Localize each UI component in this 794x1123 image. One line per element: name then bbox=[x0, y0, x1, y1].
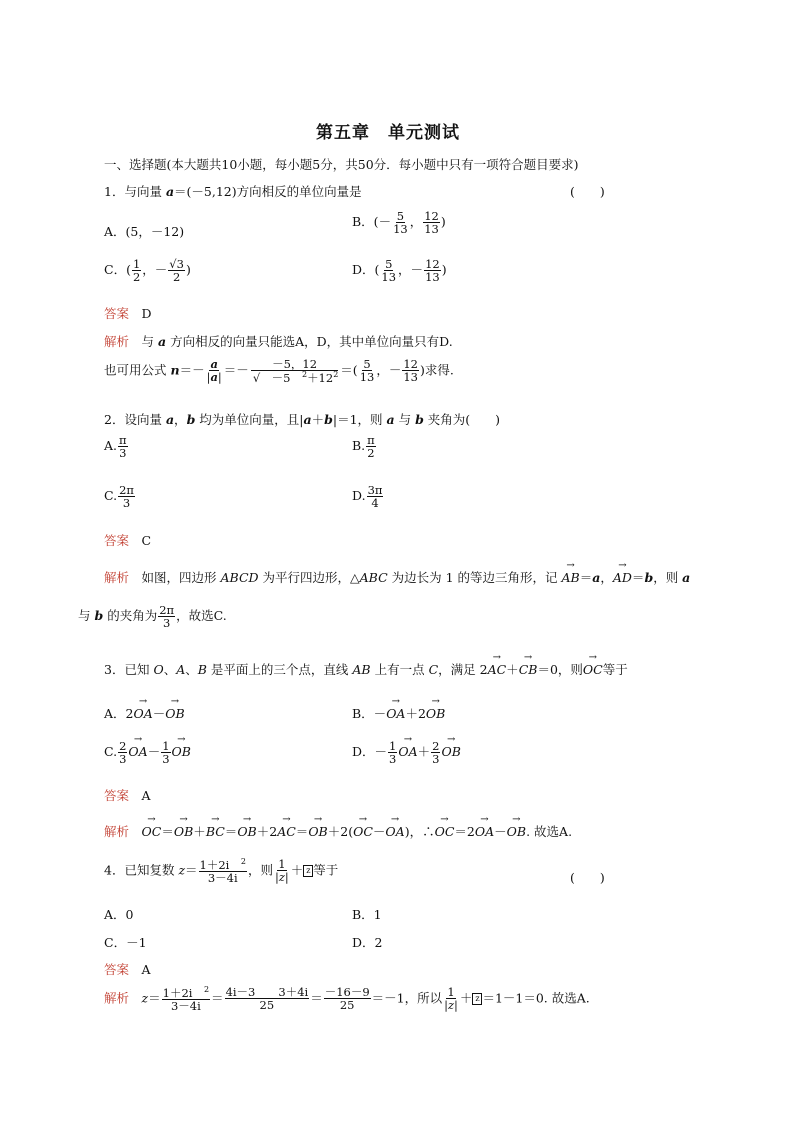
q2-option-b: B. $\frac{\pi}{2}$ bbox=[352, 433, 375, 461]
q4-answer: 答案 A bbox=[104, 962, 151, 977]
q1-analysis: 解析 与 a 方向相反的向量只能选A，D，其中单位向量只有D. bbox=[104, 334, 453, 349]
q2-option-c: C. $\frac{2\pi}{3}$ bbox=[104, 483, 134, 511]
q1-option-d: D．( $\frac{5}{13}$ ，－ $\frac{12}{13}$ ) bbox=[352, 257, 447, 285]
q3-option-b: B．－→ OA＋2→ OB bbox=[352, 704, 445, 722]
q1-answer: 答案 D bbox=[104, 306, 152, 321]
page-title: 第五章 单元测试 bbox=[316, 123, 460, 143]
q2-stem: 2．设向量 a，b 均为单位向量，且|a＋b|＝1，则 a 与 b 夹角为( ) bbox=[104, 412, 501, 427]
q4-paren: ( ) bbox=[570, 870, 605, 885]
q3-stem: 3．已知 O、A、B 是平面上的三个点，直线 AB 上有一点 C，满足 2→ AC＋→ CB＝0，则→ OC等于 bbox=[104, 660, 628, 678]
q4-option-c: C．－1 bbox=[104, 935, 147, 950]
q3-option-a: A．2→ OA－→ OB bbox=[104, 704, 185, 722]
q2-option-d: D. $\frac{3\pi}{4}$ bbox=[352, 483, 383, 511]
q1-option-b: B．(－ $\frac{5}{13}$ ， $\frac{12}{13}$ ) bbox=[352, 209, 446, 237]
q1-analysis-formula: 也可用公式 n＝－ $\frac{a}{|a|}$ ＝－ $\frac{-5,12}{√ -5 ^2+12^2}$ ＝( $\frac{5}{13}$ ，－ $\frac{12}{13}$ )求得. bbox=[104, 357, 454, 385]
q1-option-c: C．( $\frac{1}{2}$ ，－ $\frac{√3}{2}$ ) bbox=[104, 257, 191, 285]
q3-answer: 答案 A bbox=[104, 788, 151, 803]
answer-label: 答案 bbox=[104, 306, 130, 321]
q4-option-a: A．0 bbox=[104, 907, 134, 922]
q2-option-a: A. $\frac{\pi}{3}$ bbox=[104, 433, 127, 461]
q1-stem: 1．与向量 a＝(－5,12)方向相反的单位向量是 bbox=[104, 184, 362, 199]
q4-option-b: B．1 bbox=[352, 907, 382, 922]
q4-stem: 4．已知复数 z＝ $\frac{1+2i ^2}{3-4i}$ ，则 $\frac{1}{|z|}$ ＋ z 等于 bbox=[104, 857, 339, 885]
q4-option-d: D．2 bbox=[352, 935, 383, 950]
q2-analysis: 解析 如图，四边形 ABCD 为平行四边形，△ABC 为边长为 1 的等边三角形，记 → AB＝a，→ AD＝b，则 a bbox=[104, 568, 690, 586]
q1-paren: ( ) bbox=[570, 184, 605, 199]
q1-option-a: A．(5，－12) bbox=[104, 224, 185, 239]
q3-analysis: 解析 → OC＝→ OB＋→ BC＝→ OB＋2→ AC＝→ OB＋2(→ OC－→ OA)，∴→ OC＝2→ OA－→ OB. 故选A. bbox=[104, 822, 572, 840]
q4-analysis: 解析 z＝ $\frac{1+2i ^2}{3-4i}$ ＝ $\frac{4i-3 3+4i}{25}$ ＝ $\frac{-16-9}{25}$ ＝－1，所以 $\frac{1}{|z|}$ ＋ z ＝1－1＝0. 故选A. bbox=[104, 985, 590, 1013]
q3-option-d: D．－ $\frac{1}{3}$ → OA＋ $\frac{2}{3}$ → OB bbox=[352, 740, 461, 765]
section-header: 一、选择题(本大题共10小题，每小题5分，共50分．每小题中只有一项符合题目要求) bbox=[104, 157, 579, 172]
q2-answer: 答案 C bbox=[104, 533, 152, 548]
q2-analysis-cont: 与 b 的夹角为 $\frac{2\pi}{3}$ ，故选C. bbox=[78, 603, 227, 631]
q3-option-c: C. $\frac{2}{3}$ → OA－ $\frac{1}{3}$ → OB bbox=[104, 740, 191, 765]
